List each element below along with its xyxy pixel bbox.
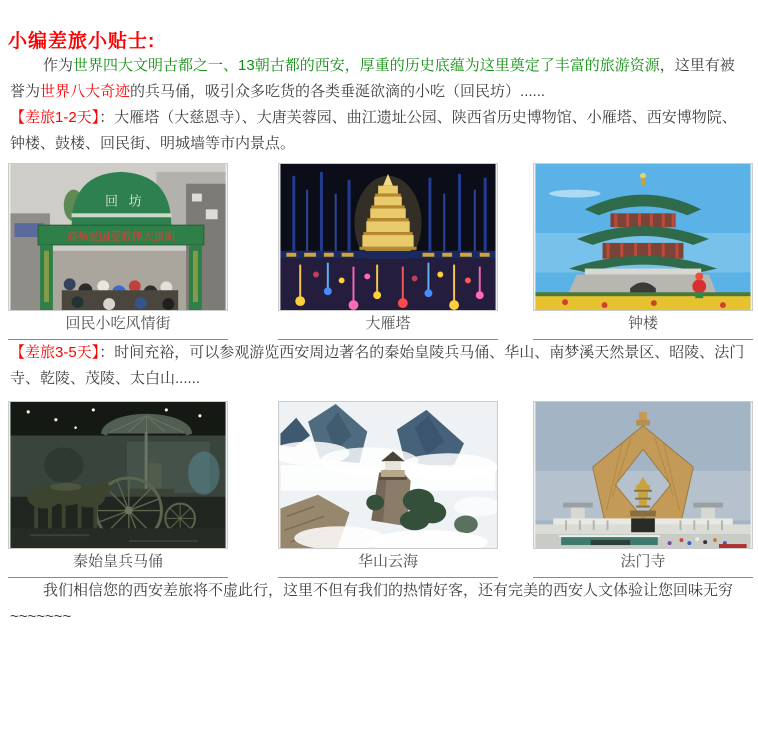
intro-red-highlight: 世界八大奇迹 bbox=[40, 83, 131, 100]
big-wild-goose-pagoda-fountain-photo bbox=[278, 163, 498, 311]
bell-tower-photo bbox=[533, 163, 753, 311]
figure-caption: 法门寺 bbox=[533, 552, 753, 578]
intro-mid: ，这里有被誉为 bbox=[10, 57, 735, 100]
figure-caption: 大雁塔 bbox=[278, 314, 498, 340]
intro-tail: 的兵马俑，吸引众多吃货的各类垂涎欲滴的小吃（回民坊）...... bbox=[130, 83, 546, 100]
plan-1-2-days-label: 【差旅1-2天】 bbox=[10, 109, 100, 126]
intro-lead: 作为 bbox=[43, 57, 74, 74]
figure-bell-tower bbox=[533, 163, 753, 340]
intro-paragraph bbox=[10, 53, 748, 105]
plan-1-2-days-paragraph bbox=[10, 105, 748, 157]
famen-temple-photo bbox=[533, 401, 753, 549]
figure-dayan-pagoda bbox=[278, 163, 498, 340]
figure-caption: 秦始皇兵马俑 bbox=[8, 552, 228, 578]
svg-text:回: 回 bbox=[105, 193, 119, 209]
figure-caption: 钟楼 bbox=[533, 314, 753, 340]
terracotta-bronze-chariot-photo bbox=[8, 401, 228, 549]
figure-huashan bbox=[278, 401, 498, 578]
plan-3-5-days-label: 【差旅3-5天】 bbox=[10, 344, 100, 361]
figure-huimin-street bbox=[8, 163, 228, 340]
plan-1-2-days-text: ：大雁塔（大慈恩寺）、大唐芙蓉园、曲江遗址公园、陕西省历史博物馆、小雁塔、西安博物院、钟楼、鼓楼、回民街、明城墙等市内景点。 bbox=[10, 109, 737, 152]
figure-caption: 回民小吃风情街 bbox=[8, 314, 228, 340]
svg-text:坊: 坊 bbox=[128, 193, 142, 209]
figure-terracotta-chariot bbox=[8, 401, 228, 578]
huimin-snack-street-photo bbox=[8, 163, 228, 311]
svg-text:高举爱国爱教伟大旗帜: 高举爱国爱教伟大旗帜 bbox=[66, 230, 176, 243]
page-title: 小编差旅小贴士: bbox=[8, 31, 156, 52]
figure-row-suburb-sights bbox=[0, 401, 758, 578]
intro-green-highlight: 世界四大文明古都之一、13朝古都的西安，厚重的历史底蕴为这里奠定了丰富的旅游资源 bbox=[73, 57, 660, 74]
plan-3-5-days-paragraph bbox=[10, 340, 748, 392]
plan-3-5-days-text: ：时间充裕，可以参观游览西安周边著名的秦始皇陵兵马俑、华山、南梦溪天然景区、昭陵、法门寺、乾陵、茂陵、太白山...... bbox=[10, 344, 745, 387]
huashan-cloud-sea-photo bbox=[278, 401, 498, 549]
closing-paragraph: 我们相信您的西安差旅将不虚此行，这里不但有我们的热情好客，还有完美的西安人文体验让您回味无穷~~~~~~~ bbox=[10, 582, 734, 625]
figure-row-city-sights bbox=[0, 163, 758, 340]
figure-caption: 华山云海 bbox=[278, 552, 498, 578]
travel-tips-article bbox=[0, 26, 758, 732]
figure-famen-temple bbox=[533, 401, 753, 578]
